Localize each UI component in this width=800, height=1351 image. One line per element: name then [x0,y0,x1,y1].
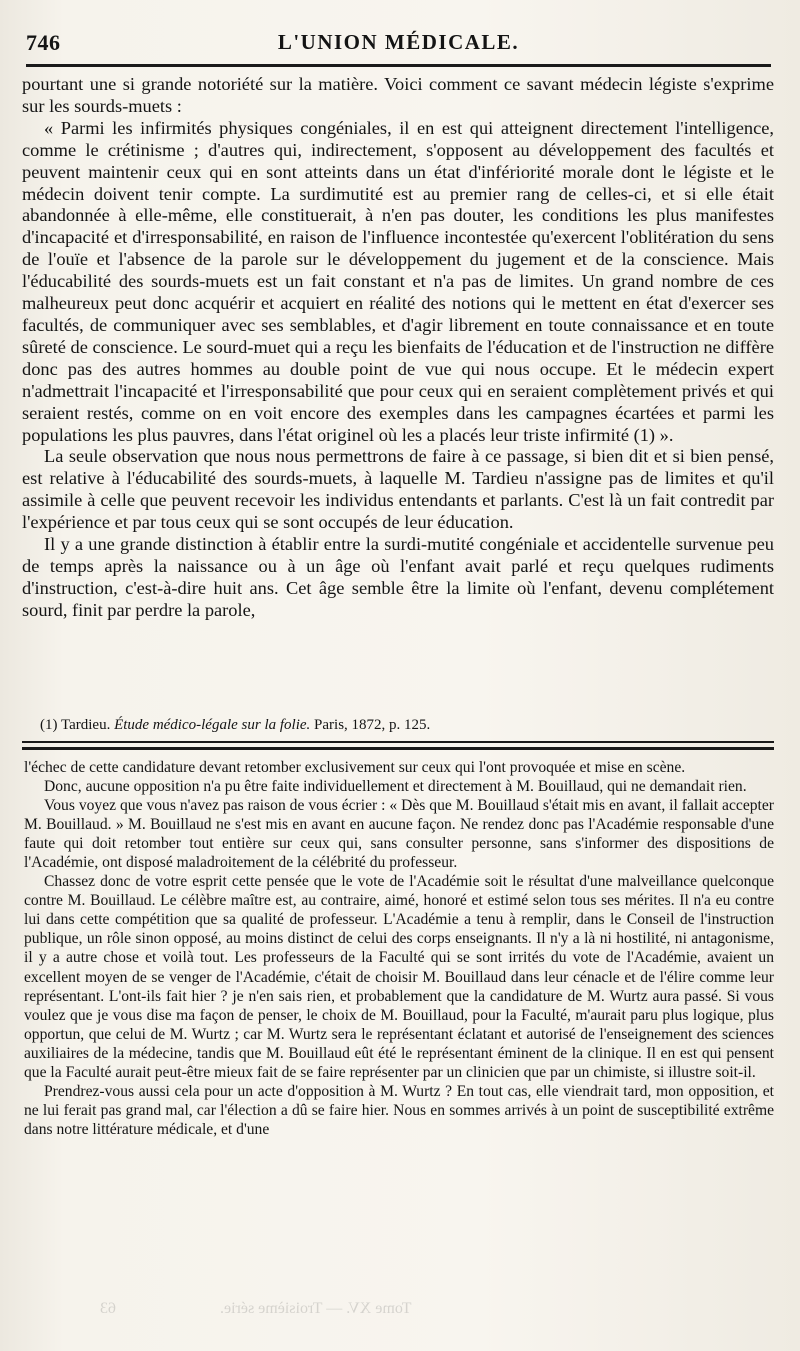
page-number: 746 [26,30,61,55]
footnote-work: Étude médico-légale sur la folie. [114,717,311,733]
footnote [40,716,770,734]
footnote-marker: (1) [40,717,58,733]
running-title: L'UNION MÉDICALE. [277,30,520,54]
paragraph: Il y a une grande distinction à établir entre la surdi-mutité congéniale et accidentelle survenue peu de temps après la naissance ou à un âge où l'enfant avait parlé et reçu quelques rudiments d'instruction, c'est-à-dire huit ans. Cet âge semble être la limite où l'enfant, devenu complétement sourd, finit par perdre la parole, [22,534,774,620]
feuilleton-paragraph: Vous voyez que vous n'avez pas raison de vous écrier : « Dès que M. Bouillaud s'était mis en avant, il fallait accepter M. Bouillaud. » M. Bouillaud ne s'est mis en avant en aucune façon. Ne rendez donc pas l'Académie responsable d'une faute qui doit retomber tout entière sur ceux qui, sans consulter personne, sans s'informer des dispositions de l'Académie, ont disposé maladroitement de la célébrité du professeur. [24,797,774,872]
paragraph: pourtant une si grande notoriété sur la matière. Voici comment ce savant médecin légiste s'exprime sur les sourds-muets : [22,74,774,116]
feuilleton-rule-bottom [22,747,774,750]
feuilleton-paragraph: Chassez donc de votre esprit cette pensée que le vote de l'Académie soit le résultat d'une malveillance quelconque contre M. Bouillaud. Le célèbre maître est, au contraire, aimé, honoré et estimé selon tous ses mérites. Il n'a eu contre lui dans cette compétition que sa qualité de professeur. L'Académie a tenu à remplir, dans le Conseil de l'instruction publique, un rôle sinon opposé, au moins distinct de celui des corps enseignants. Il n'y a là ni hostilité, ni antagonisme, il y a autre chose et voilà tout. Les professeurs de la Faculté qui se sont irrités du vote de l'Académie, avaient un excellent moyen de se venger de l'Académie, c'était de choisir M. Bouillaud dans leur cénacle et de l'élire comme leur représentant. L'ont-ils fait hier ? je n'en sais rien, et probablement que la candidature de M. Wurtz aura passé. Si vous voulez que je vous dise ma façon de penser, le choix de M. Bouillaud, pour la Faculté, m'aurait paru plus logique, plus opportun, que celui de M. Wurtz ; car M. Wurtz sera le représentant éclatant et autorisé de l'enseignement des sciences auxiliaires de la médecine, tandis que M. Bouillaud eût été le représentant éminent de la clinique. Il en est qui pensent que la Faculté aurait peut-être mieux fait de se faire représenter par un clinicien que par un chimiste, si illustre soit-il. [24,873,774,1081]
bleed-through-text: Tome XV. — Troisième série. [220,1300,412,1317]
paragraph: La seule observation que nous nous permettrons de faire à ce passage, si bien dit et si bien pensé, est relative à l'éducabilité des sourds-muets, à laquelle M. Tardieu n'assigne pas de limites et qu'il assimile à celle que peuvent recevoir les individus entendants et parlants. C'est là un fait contredit par l'expérience et par tous ceux qui se sont occupés de leur éducation. [22,446,774,533]
page-header [26,26,771,66]
feuilleton-paragraph: Prendrez-vous aussi cela pour un acte d'opposition à M. Wurtz ? En tout cas, elle viendrait tard, mon opposition, et ne lui ferait pas grand mal, car l'élection a dû se faire hier. Nous en sommes arrivés à un point de susceptibilité extrême dans notre littérature médicale, et d'une [24,1082,774,1138]
feuilleton-section [24,758,774,1139]
main-article [22,74,774,622]
footnote-imprint: Paris, 1872, p. 125. [314,717,431,733]
quoted-paragraph: « Parmi les infirmités physiques congéniales, il en est qui atteignent directement l'intelligence, comme le crétinisme ; d'autres qui, indirectement, s'opposent au développement des facultés et peuvent maintenir ceux qui en sont atteints dans un état d'infériorité morale dont le légiste et le médecin doivent tenir compte. La surdimutité est au premier rang de celles-ci, et si elle était abandonnée à elle-même, elle constituerait, à n'en pas douter, les conditions les plus manifestes d'incapacité et d'irresponsabilité, en raison de l'influence incontestée qu'exercent l'oblitération du sens de l'ouïe et l'absence de la parole sur le développement du jugement et de la conscience. Mais l'éducabilité des sourds-muets est un fait constant et n'a pas de limites. Un grand nombre de ces malheureux peut donc acquérir et acquiert en réalité des notions qui le mettent en état d'exercer ses facultés, de communiquer avec ses semblables, et d'agir librement en toute connaissance et en toute sûreté de conscience. Le sourd-muet qui a reçu les bienfaits de l'éducation et de l'instruction ne diffère donc pas des autres hommes au double point de vue qui nous occupe. Et le médecin expert n'admettrait l'incapacité et l'irresponsabilité que pour ceux qui en seraient complètement privés et qui seraient restés, comme on en voit encore des exemples dans les campagnes écartées et parmi les populations les plus pauvres, dans l'état originel où les a placés leur triste infirmité (1) ». [22,117,774,445]
feuilleton-paragraph: l'échec de cette candidature devant retomber exclusivement sur ceux qui l'ont provoquée et mise en scène. [24,759,686,776]
footnote-author: Tardieu. [60,717,111,733]
header-rule [26,64,771,67]
feuilleton-paragraph: Donc, aucune opposition n'a pu être faite individuellement et directement à M. Bouillaud, qui ne demandait rien. [44,778,747,796]
bleed-through-number: 63 [100,1300,116,1317]
feuilleton-rule-top [22,741,774,743]
